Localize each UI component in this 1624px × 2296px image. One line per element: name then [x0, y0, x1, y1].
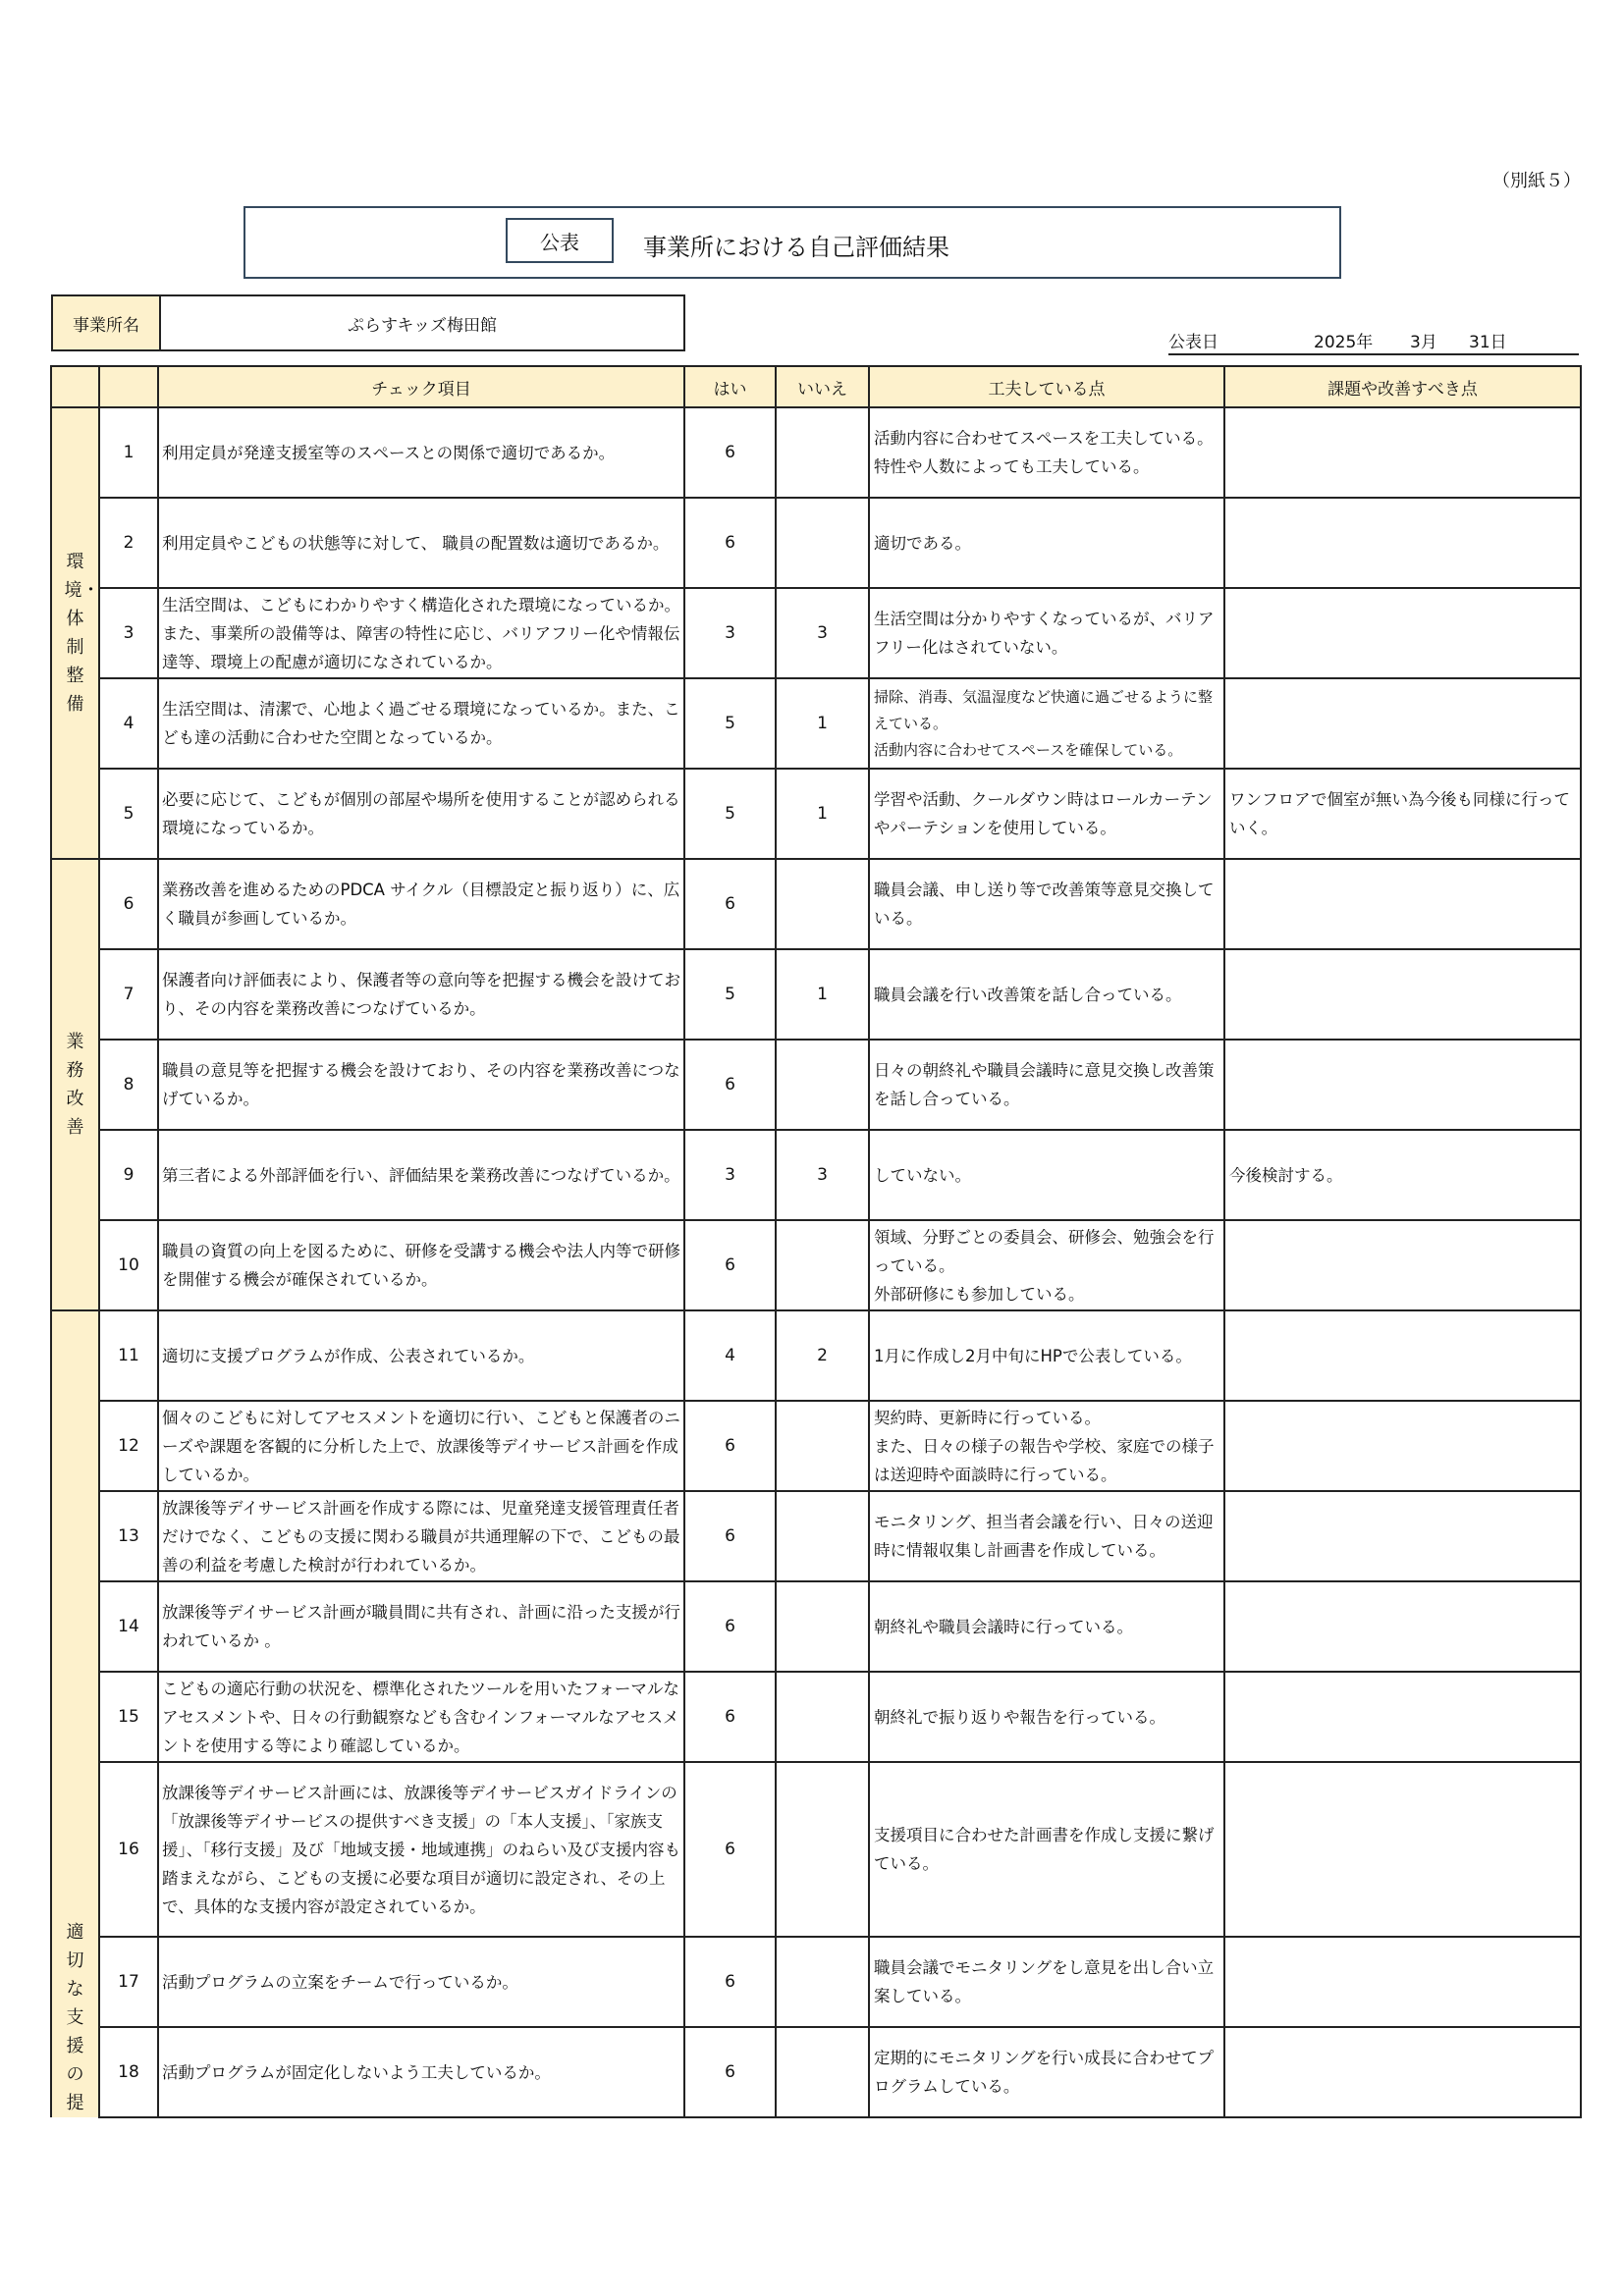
row-number: 17	[99, 1937, 158, 2027]
no-count: 2	[776, 1310, 869, 1401]
table-row	[51, 949, 1581, 1040]
no-count: 1	[776, 949, 869, 1040]
check-item: 必要に応じて、こどもが個別の部屋や場所を使用することが認められる環境になっているか。	[158, 769, 684, 859]
check-item: こどもの適応行動の状況を、標準化されたツールを用いたフォーマルなアセスメントや、日々の行動観察なども含むインフォーマルなアセスメントを使用する等により確認しているか。	[158, 1672, 684, 1762]
issues-note: ワンフロアで個室が無い為今後も同様に行っていく。	[1224, 769, 1581, 859]
category-label: 業務改善	[66, 1032, 84, 1138]
header-check-item: チェック項目	[158, 366, 684, 407]
appendix-label: （別紙５）	[1492, 171, 1581, 191]
row-number: 16	[99, 1762, 158, 1937]
yes-count: 3	[684, 1130, 776, 1220]
no-count	[776, 407, 869, 498]
yes-count: 6	[684, 407, 776, 498]
check-item: 利用定員が発達支援室等のスペースとの関係で適切であるか。	[158, 407, 684, 498]
check-item: 利用定員やこどもの状態等に対して、 職員の配置数は適切であるか。	[158, 498, 684, 588]
check-item: 活動プログラムの立案をチームで行っているか。	[158, 1937, 684, 2027]
no-count	[776, 1937, 869, 2027]
table-header-row	[51, 366, 1581, 407]
table-row	[51, 588, 1581, 678]
check-item: 生活空間は、清潔で、心地よく過ごせる環境になっているか。また、こども達の活動に合わせた空間となっているか。	[158, 678, 684, 769]
header-number	[99, 366, 158, 407]
yes-count: 6	[684, 1401, 776, 1491]
ingenuity-note: 支援項目に合わせた計画書を作成し支援に繋げている。	[869, 1762, 1224, 1937]
category-label: 環境・体制整備	[64, 552, 100, 715]
yes-count: 6	[684, 1491, 776, 1581]
issues-note	[1224, 1581, 1581, 1672]
check-item: 職員の資質の向上を図るために、研修を受講する機会や法人内等で研修を開催する機会が確保されているか。	[158, 1220, 684, 1310]
no-count: 3	[776, 588, 869, 678]
table-row	[51, 1581, 1581, 1672]
row-number: 6	[99, 859, 158, 949]
office-name-box	[51, 294, 685, 351]
row-number: 7	[99, 949, 158, 1040]
ingenuity-note: していない。	[869, 1130, 1224, 1220]
row-number: 8	[99, 1040, 158, 1130]
yes-count: 6	[684, 1581, 776, 1672]
table-row	[51, 1130, 1581, 1220]
ingenuity-note: 職員会議、申し送り等で改善策等意見交換している。	[869, 859, 1224, 949]
row-number: 18	[99, 2027, 158, 2117]
table-row	[51, 678, 1581, 769]
yes-count: 6	[684, 2027, 776, 2117]
yes-count: 5	[684, 678, 776, 769]
table-row	[51, 1040, 1581, 1130]
no-count	[776, 859, 869, 949]
issues-note	[1224, 1491, 1581, 1581]
no-count	[776, 1401, 869, 1491]
check-item: 個々のこどもに対してアセスメントを適切に行い、こどもと保護者のニーズや課題を客観的に分析した上で、放課後等デイサービス計画を作成しているか。	[158, 1401, 684, 1491]
ingenuity-note: 職員会議を行い改善策を話し合っている。	[869, 949, 1224, 1040]
check-item: 放課後等デイサービス計画が職員間に共有され、計画に沿った支援が行われているか 。	[158, 1581, 684, 1672]
header-yes: はい	[684, 366, 776, 407]
issues-note	[1224, 678, 1581, 769]
office-name-label: 事業所名	[53, 296, 161, 349]
table-row	[51, 2027, 1581, 2117]
ingenuity-note: 定期的にモニタリングを行い成長に合わせてプログラムしている。	[869, 2027, 1224, 2117]
row-number: 3	[99, 588, 158, 678]
ingenuity-note: 朝終礼や職員会議時に行っている。	[869, 1581, 1224, 1672]
check-item: 放課後等デイサービス計画を作成する際には、児童発達支援管理責任者だけでなく、こどもの支援に関わる職員が共通理解の下で、こどもの最善の利益を考慮した検討が行われているか。	[158, 1491, 684, 1581]
yes-count: 6	[684, 1762, 776, 1937]
no-count	[776, 498, 869, 588]
check-item: 生活空間は、こどもにわかりやすく構造化された環境になっているか。また、事業所の設備等は、障害の特性に応じ、バリアフリー化や情報伝達等、環境上の配慮が適切になされているか。	[158, 588, 684, 678]
category-label: 適切な支援の提	[66, 1922, 84, 2113]
check-item: 放課後等デイサービス計画には、放課後等デイサービスガイドラインの「放課後等デイサービスの提供すべき支援」の「本人支援」、「家族支援」、「移行支援」及び「地域支援・地域連携」のねらい及び支援内容も踏まえながら、こどもの支援に必要な項目が適切に設定され、その上で、具体的な支援内容が設定されているか。	[158, 1762, 684, 1937]
ingenuity-note: 1月に作成し2月中旬にHPで公表している。	[869, 1310, 1224, 1401]
header-issues: 課題や改善すべき点	[1224, 366, 1581, 407]
ingenuity-note: 生活空間は分かりやすくなっているが、バリアフリー化はされていない。	[869, 588, 1224, 678]
ingenuity-note: 学習や活動、クールダウン時はロールカーテンやパーテションを使用している。	[869, 769, 1224, 859]
header-ingenuity: 工夫している点	[869, 366, 1224, 407]
public-badge: 公表	[506, 218, 614, 263]
header-category	[51, 366, 99, 407]
row-number: 2	[99, 498, 158, 588]
table-row	[51, 1401, 1581, 1491]
issues-note	[1224, 1762, 1581, 1937]
title-box	[244, 206, 1341, 279]
yes-count: 6	[684, 1672, 776, 1762]
ingenuity-note: 職員会議でモニタリングをし意見を出し合い立案している。	[869, 1937, 1224, 2027]
row-number: 15	[99, 1672, 158, 1762]
row-number: 14	[99, 1581, 158, 1672]
issues-note	[1224, 498, 1581, 588]
row-number: 1	[99, 407, 158, 498]
issues-note	[1224, 1310, 1581, 1401]
no-count	[776, 1672, 869, 1762]
row-number: 4	[99, 678, 158, 769]
table-row	[51, 1491, 1581, 1581]
row-number: 10	[99, 1220, 158, 1310]
table-row	[51, 1937, 1581, 2027]
issues-note	[1224, 949, 1581, 1040]
ingenuity-note: 適切である。	[869, 498, 1224, 588]
publish-date	[1168, 326, 1579, 355]
row-number: 12	[99, 1401, 158, 1491]
yes-count: 5	[684, 949, 776, 1040]
publish-date-label: 公表日	[1168, 333, 1218, 352]
table-row	[51, 769, 1581, 859]
issues-note	[1224, 1937, 1581, 2027]
ingenuity-note: 契約時、更新時に行っている。 また、日々の様子の報告や学校、家庭での様子は送迎時や面談時に行っている。	[869, 1401, 1224, 1491]
row-number: 13	[99, 1491, 158, 1581]
category-support	[51, 1310, 99, 2117]
check-item: 適切に支援プログラムが作成、公表されているか。	[158, 1310, 684, 1401]
issues-note	[1224, 407, 1581, 498]
office-name-value: ぷらすキッズ梅田館	[348, 315, 497, 336]
category-improvement	[51, 859, 99, 1310]
no-count: 1	[776, 678, 869, 769]
issues-note: 今後検討する。	[1224, 1130, 1581, 1220]
no-count: 1	[776, 769, 869, 859]
header-no: いいえ	[776, 366, 869, 407]
issues-note	[1224, 1401, 1581, 1491]
check-item: 活動プログラムが固定化しないよう工夫しているか。	[158, 2027, 684, 2117]
issues-note	[1224, 588, 1581, 678]
ingenuity-note: 日々の朝終礼や職員会議時に意見交換し改善策を話し合っている。	[869, 1040, 1224, 1130]
ingenuity-note: モニタリング、担当者会議を行い、日々の送迎時に情報収集し計画書を作成している。	[869, 1491, 1224, 1581]
category-environment	[51, 407, 99, 859]
yes-count: 6	[684, 859, 776, 949]
check-item: 業務改善を進めるためのPDCA サイクル（目標設定と振り返り）に、広く職員が参画しているか。	[158, 859, 684, 949]
issues-note	[1224, 859, 1581, 949]
ingenuity-note: 活動内容に合わせてスペースを工夫している。特性や人数によっても工夫している。	[869, 407, 1224, 498]
table-row	[51, 407, 1581, 498]
check-item: 保護者向け評価表により、保護者等の意向等を把握する機会を設けており、その内容を業務改善につなげているか。	[158, 949, 684, 1040]
yes-count: 3	[684, 588, 776, 678]
yes-count: 6	[684, 1040, 776, 1130]
issues-note	[1224, 1220, 1581, 1310]
issues-note	[1224, 1672, 1581, 1762]
yes-count: 6	[684, 498, 776, 588]
ingenuity-note: 領域、分野ごとの委員会、研修会、勉強会を行っている。 外部研修にも参加している。	[869, 1220, 1224, 1310]
table-row	[51, 1220, 1581, 1310]
publish-month: 3月	[1410, 333, 1437, 352]
row-number: 11	[99, 1310, 158, 1401]
no-count	[776, 1581, 869, 1672]
row-number: 5	[99, 769, 158, 859]
evaluation-table	[50, 365, 1582, 2118]
row-number: 9	[99, 1130, 158, 1220]
table-row	[51, 1762, 1581, 1937]
issues-note	[1224, 2027, 1581, 2117]
yes-count: 5	[684, 769, 776, 859]
ingenuity-note: 朝終礼で振り返りや報告を行っている。	[869, 1672, 1224, 1762]
yes-count: 6	[684, 1937, 776, 2027]
issues-note	[1224, 1040, 1581, 1130]
check-item: 職員の意見等を把握する機会を設けており、その内容を業務改善につなげているか。	[158, 1040, 684, 1130]
page-title: 事業所における自己評価結果	[643, 234, 949, 261]
no-count	[776, 2027, 869, 2117]
yes-count: 4	[684, 1310, 776, 1401]
ingenuity-note: 掃除、消毒、気温湿度など快適に過ごせるように整えている。 活動内容に合わせてスペースを確保している。	[869, 678, 1224, 769]
no-count	[776, 1491, 869, 1581]
publish-year: 2025年	[1314, 333, 1374, 352]
no-count	[776, 1220, 869, 1310]
no-count	[776, 1040, 869, 1130]
yes-count: 6	[684, 1220, 776, 1310]
table-row	[51, 498, 1581, 588]
table-row	[51, 1672, 1581, 1762]
table-row	[51, 1310, 1581, 1401]
publish-day: 31日	[1469, 333, 1507, 352]
no-count: 3	[776, 1130, 869, 1220]
table-row	[51, 859, 1581, 949]
check-item: 第三者による外部評価を行い、評価結果を業務改善につなげているか。	[158, 1130, 684, 1220]
no-count	[776, 1762, 869, 1937]
